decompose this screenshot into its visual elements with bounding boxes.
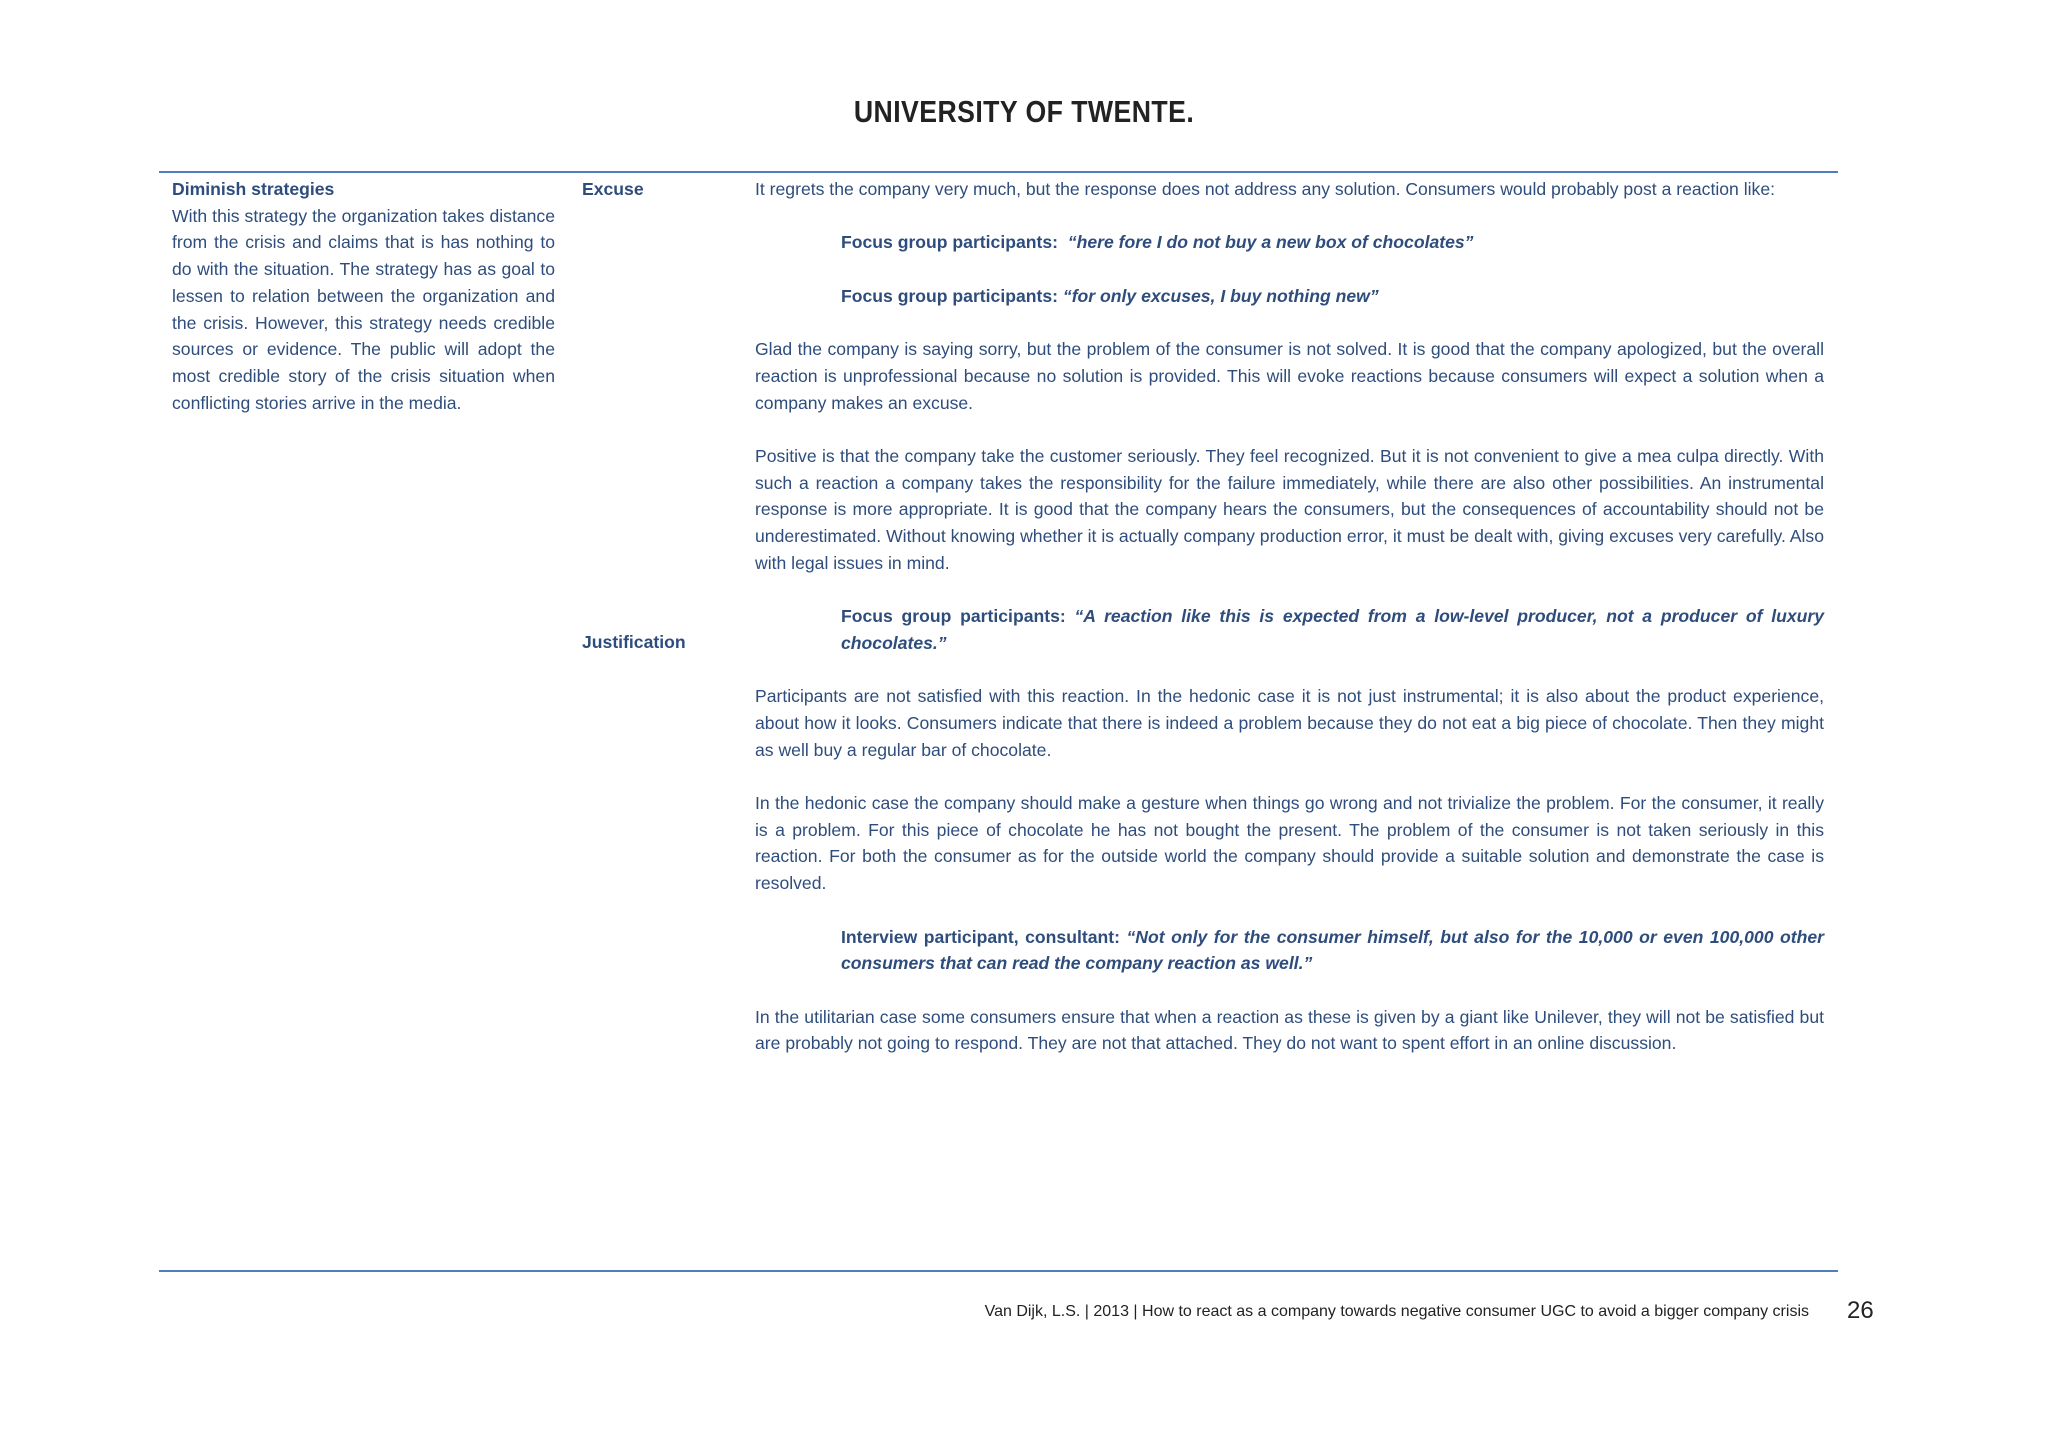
justification-paragraph-3: In the utilitarian case some consumers ensure that when a reaction as these is given by a giant like Unilever, they will not be satisfied but are probably not going to respond. They are not that attached. They do not want to spent effort in an online discussion.	[755, 1006, 1824, 1054]
analysis-column	[755, 176, 1824, 1084]
table-bottom-rule	[159, 1270, 1838, 1272]
table-top-rule	[159, 171, 1838, 173]
excuse-intro: It regrets the company very much, but the response does not address any solution. Consumers would probably post a reaction like:	[755, 179, 1776, 199]
excuse-paragraph-2: Positive is that the company take the customer seriously. They feel recognized. But it is not convenient to give a mea culpa directly. With such a reaction a company takes the responsibility for the failure immediately, while there are also other possibilities. An instrumental response is more appropriate. It is good that the company hears the consumers, but the consequences of accountability should not be underestimated. Without knowing whether it is actually company production error, it must be dealt with, giving excuses very carefully. Also with legal issues in mind.	[755, 445, 1824, 573]
quote-text: “for only excuses, I buy nothing new”	[1062, 285, 1379, 306]
justification-paragraph-2: In the hedonic case the company should make a gesture when things go wrong and not trivialize the problem. For the consumer, it really is a problem. For this piece of chocolate he has not bought the present. The problem of the consumer is not taken seriously in this reaction. For both the consumer as for the outside world the company should provide a suitable solution and demonstrate the case is resolved.	[755, 793, 1824, 894]
quote-speaker: Focus group participants:	[841, 232, 1059, 253]
excuse-quote-1	[841, 229, 1824, 256]
justification-paragraph-1: Participants are not satisfied with this reaction. In the hedonic case it is not just instrumental; it is also about the product experience, about how it looks. Consumers indicate that there is indeed a problem because they do not eat a big piece of chocolate. Then they might as well buy a regular bar of chocolate.	[755, 686, 1824, 760]
quote-text: “here fore I do not buy a new box of chocolates”	[1067, 232, 1474, 253]
quote-speaker: Interview participant, consultant:	[841, 926, 1120, 947]
quote-speaker: Focus group participants:	[841, 606, 1066, 627]
excuse-paragraph-1: Glad the company is saying sorry, but the problem of the consumer is not solved. It is good that the company apologized, but the overall reaction is unprofessional because no solution is provided. This will evoke reactions because consumers will expect a solution when a company makes an excuse.	[755, 339, 1824, 413]
page-number: 26	[1847, 1297, 1874, 1324]
justification-label: Justification	[582, 632, 686, 652]
quote-speaker: Focus group participants:	[841, 285, 1059, 306]
footer-citation: Van Dijk, L.S. | 2013 | How to react as a company towards negative consumer UGC to avoid a bigger company crisis	[984, 1303, 1809, 1320]
excuse-label: Excuse	[582, 179, 644, 199]
strategy-description	[172, 176, 555, 416]
justification-quote-2	[841, 924, 1824, 977]
quote-text: “A reaction like this is expected from a low-level producer, not a producer of luxury chocolates.”	[841, 606, 1824, 653]
strategy-heading: Diminish strategies	[172, 179, 335, 199]
strategy-body: With this strategy the organization takes distance from the crisis and claims that is has nothing to do with the situation. The strategy has as goal to lessen to relation between the organization and the crisis. However, this strategy needs credible sources or evidence. The public will adopt the most credible story of the crisis situation when conflicting stories arrive in the media.	[172, 205, 555, 413]
excuse-quote-2	[841, 283, 1824, 310]
quote-text: “Not only for the consumer himself, but also for the 10,000 or even 100,000 other consumers that can read the company reaction as well.”	[841, 926, 1824, 974]
justification-quote-1	[841, 603, 1824, 656]
university-logo: UNIVERSITY OF TWENTE.	[853, 94, 1195, 129]
